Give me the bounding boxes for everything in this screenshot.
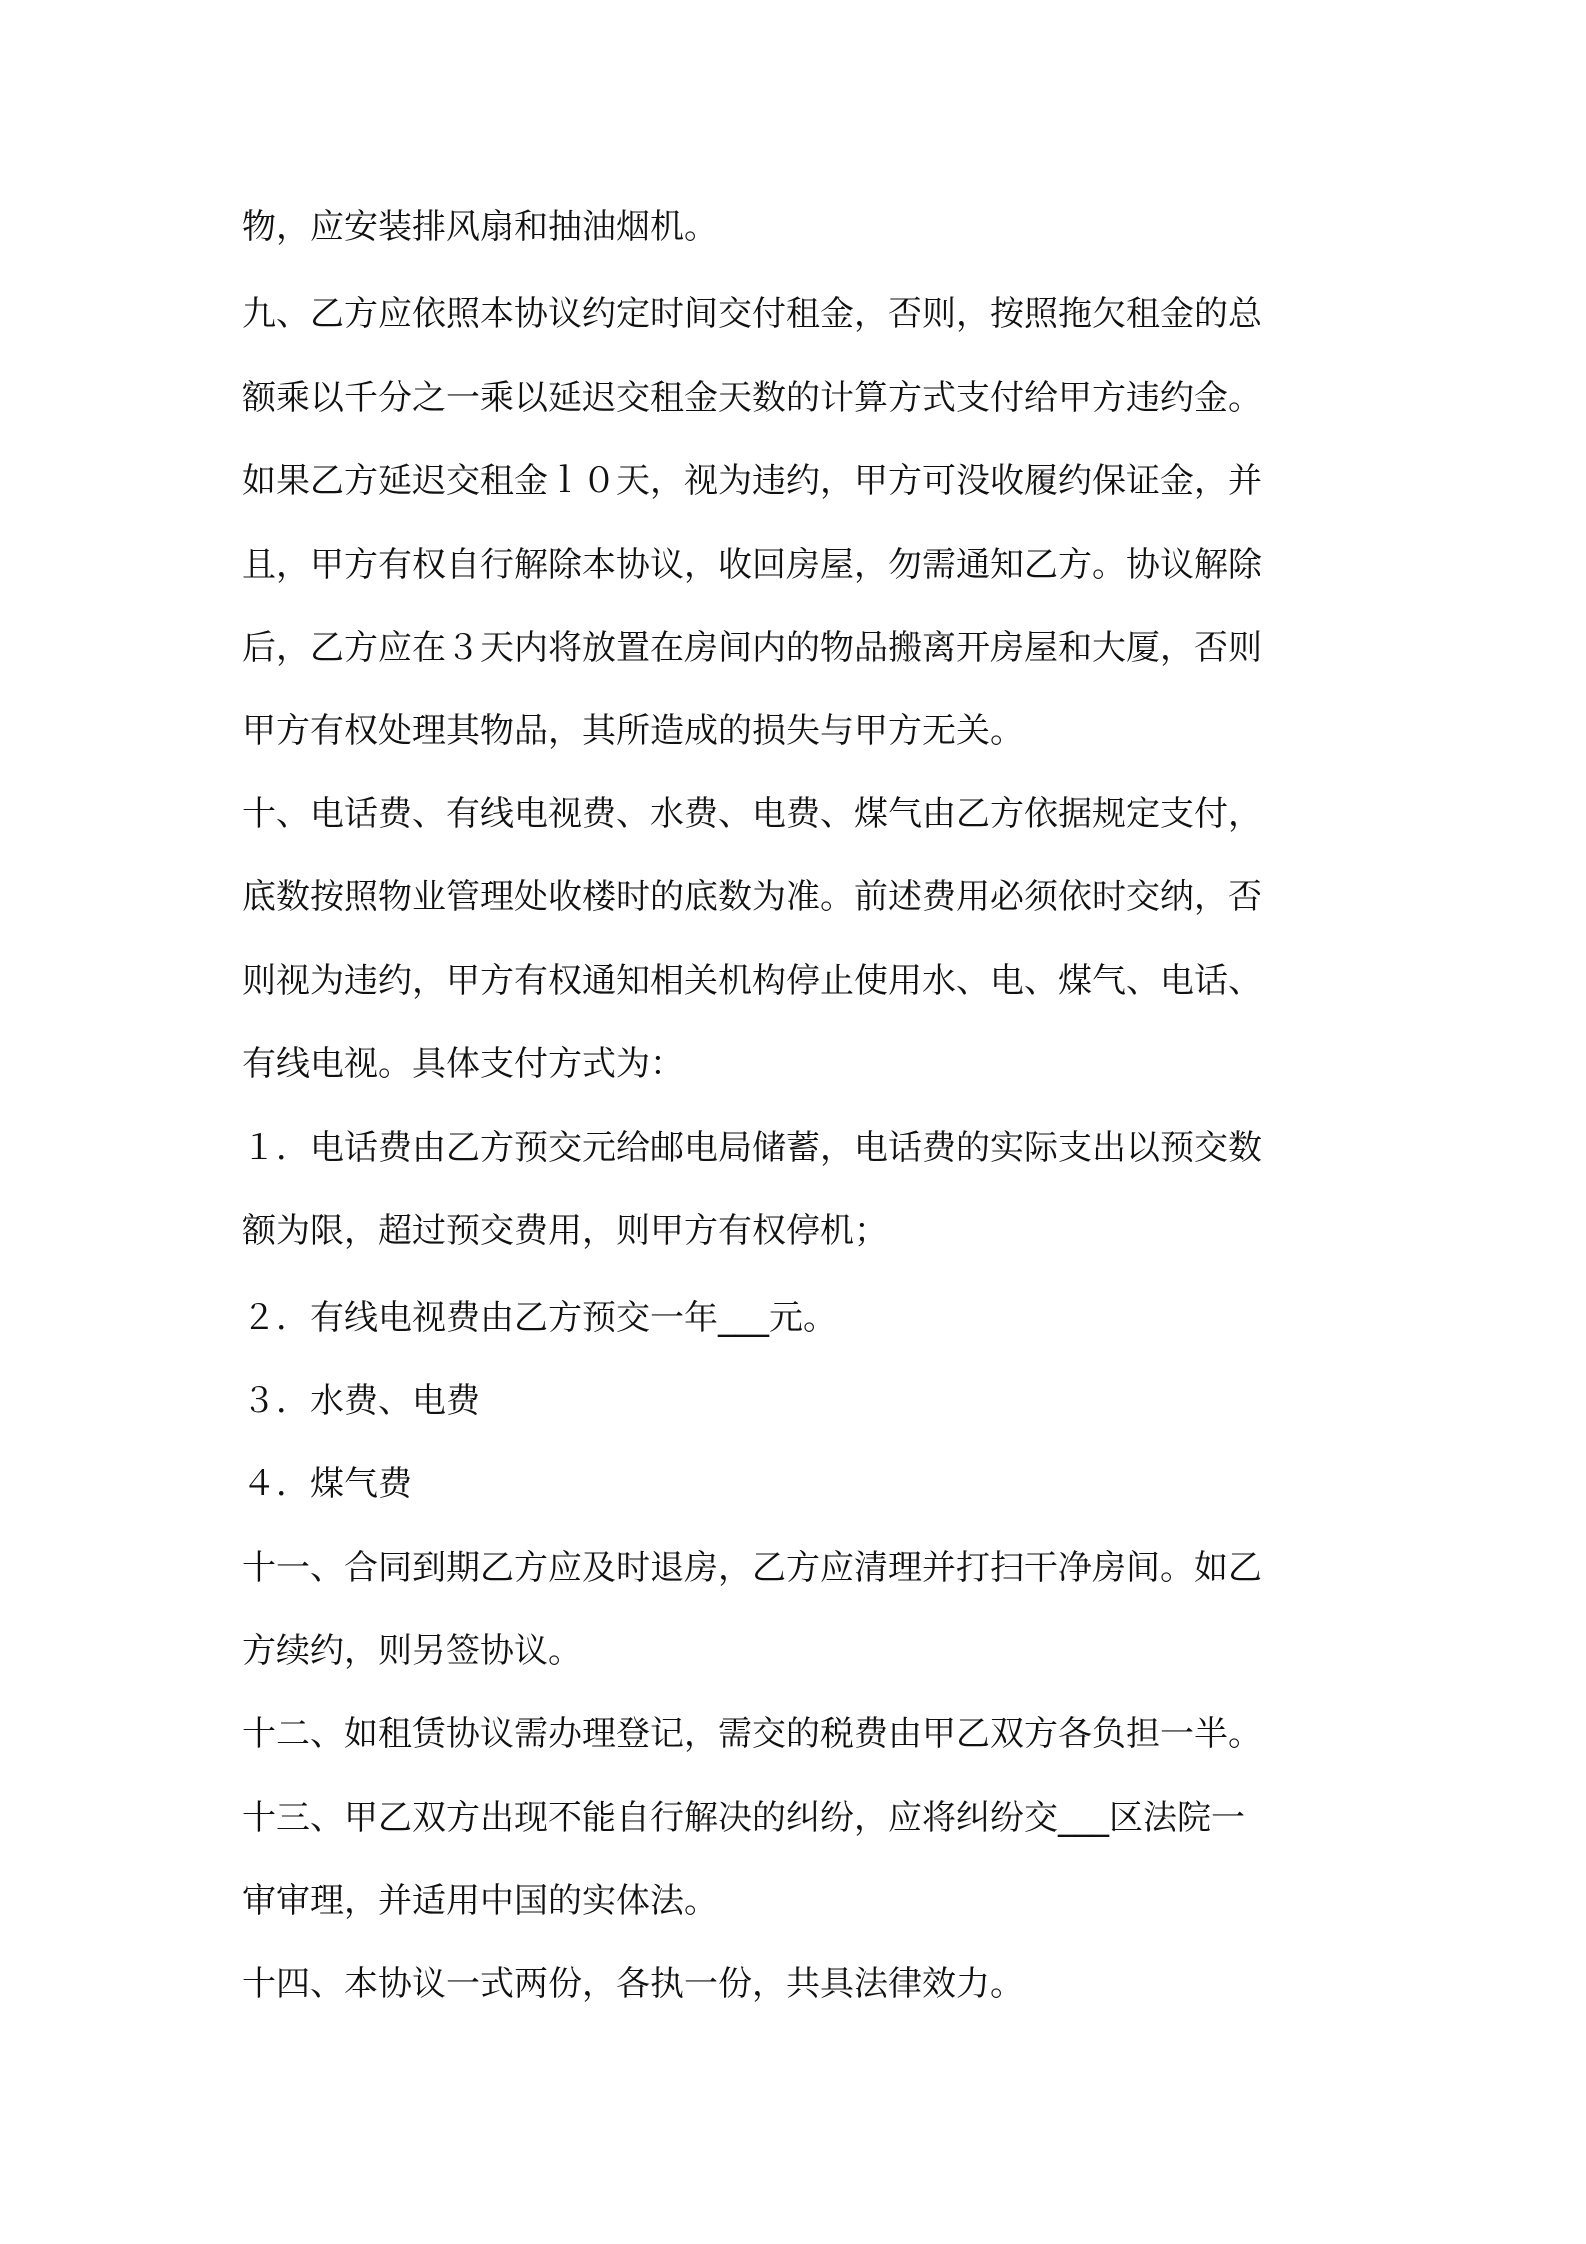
paragraph-line: 底数按照物业管理处收楼时的底数为准。前述费用必须依时交纳，否 (242, 877, 1262, 917)
paragraph-line: 后，乙方应在３天内将放置在房间内的物品搬离开房屋和大厦，否则 (242, 628, 1262, 668)
paragraph-line: 则视为违约，甲方有权通知相关机构停止使用水、电、煤气、电话、 (242, 961, 1262, 1001)
paragraph-line: 物，应安装排风扇和抽油烟机。 (242, 207, 718, 247)
paragraph-line: 十、电话费、有线电视费、水费、电费、煤气由乙方依据规定支付， (242, 794, 1262, 834)
paragraph-line: 甲方有权处理其物品，其所造成的损失与甲方无关。 (242, 711, 1024, 751)
paragraph-line: 如果乙方延迟交租金ｌ０天，视为违约，甲方可没收履约保证金，并 (242, 461, 1262, 501)
paragraph-line: 十一、合同到期乙方应及时退房，乙方应清理并打扫干净房间。如乙 (242, 1548, 1262, 1588)
paragraph-line: 有线电视。具体支付方式为： (242, 1044, 684, 1084)
paragraph-line: 十四、本协议一式两份，各执一份，共具法律效力。 (242, 1964, 1024, 2004)
paragraph-line: 额为限，超过预交费用，则甲方有权停机； (242, 1211, 888, 1251)
paragraph-line: ４．煤气费 (242, 1464, 412, 1504)
paragraph-line: 十二、如租赁协议需办理登记，需交的税费由甲乙双方各负担一半。 (242, 1714, 1262, 1754)
paragraph-line: 额乘以千分之一乘以延迟交租金天数的计算方式支付给甲方违约金。 (242, 378, 1262, 418)
paragraph-line: ３．水费、电费 (242, 1381, 480, 1421)
paragraph-line: 且，甲方有权自行解除本协议，收回房屋，勿需通知乙方。协议解除 (242, 545, 1262, 585)
paragraph-line: ２．有线电视费由乙方预交一年___元。 (242, 1298, 837, 1338)
paragraph-line: 十三、甲乙双方出现不能自行解决的纠纷，应将纠纷交___区法院一 (242, 1798, 1245, 1838)
paragraph-line: 九、乙方应依照本协议约定时间交付租金，否则，按照拖欠租金的总 (242, 294, 1262, 334)
paragraph-line: １．电话费由乙方预交元给邮电局储蓄，电话费的实际支出以预交数 (242, 1128, 1262, 1168)
paragraph-line: 方续约，则另签协议。 (242, 1631, 582, 1671)
paragraph-line: 审审理，并适用中国的实体法。 (242, 1881, 718, 1921)
